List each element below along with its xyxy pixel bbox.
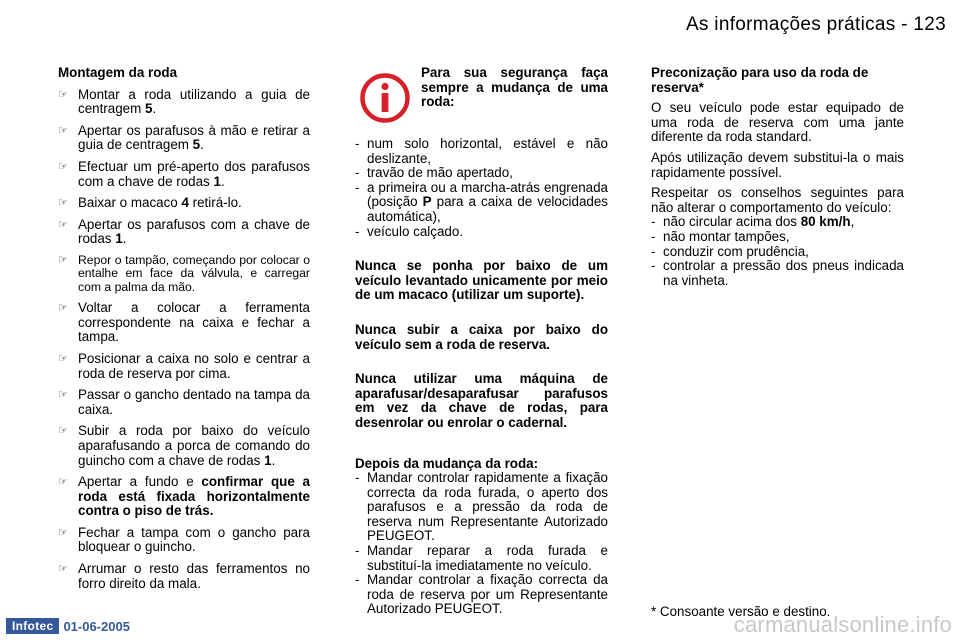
- item-emphasis: 4: [181, 195, 189, 211]
- list-item: [355, 225, 608, 240]
- item-text: conduzir com prudência,: [663, 243, 809, 259]
- item-text: para a caixa de velocidades automática),: [367, 194, 608, 224]
- list-item: [355, 137, 608, 166]
- dash-marker: -: [651, 228, 656, 244]
- dash-marker: -: [355, 223, 360, 239]
- list-item: [58, 160, 310, 189]
- item-text: .: [152, 101, 157, 117]
- after-change-list: [355, 471, 608, 617]
- list-item: [58, 475, 310, 519]
- footer: [6, 618, 130, 634]
- item-text: não montar tampões,: [663, 228, 790, 244]
- list-item: [58, 562, 310, 591]
- dash-marker: -: [355, 165, 360, 181]
- info-warning-icon: [359, 72, 411, 124]
- dash-marker: -: [651, 214, 656, 230]
- item-text: Passar o gancho dentado na tampa da caixa.: [78, 387, 310, 417]
- hand-pointer-icon: ☞: [58, 160, 68, 173]
- warning-jack: Nunca se ponha por baixo de um veículo levantado unicamente por meio de um macaco (utilizar um suporte).: [355, 258, 608, 303]
- hand-pointer-icon: ☞: [58, 563, 68, 576]
- hand-pointer-icon: ☞: [58, 124, 68, 137]
- item-text: Subir a roda por baixo do veículo aparafusando a porca de comando do guincho com a chave de rodas: [78, 423, 310, 468]
- advice-list: [651, 215, 904, 288]
- item-text: Arrumar o resto das ferramentos no forro direito da mala.: [78, 561, 310, 591]
- list-item: [58, 526, 310, 555]
- list-item: [58, 124, 310, 153]
- item-text: travão de mão apertado,: [367, 165, 513, 181]
- footnote: * Consoante versão e destino.: [651, 604, 831, 619]
- list-item: [355, 181, 608, 225]
- item-emphasis: 5: [192, 137, 201, 153]
- list-item: [651, 245, 904, 260]
- dash-marker: -: [355, 543, 360, 559]
- list-item: [651, 230, 904, 245]
- item-text: num solo horizontal, estável e não deslizante,: [367, 136, 608, 166]
- item-text: Baixar o macaco: [78, 195, 182, 211]
- item-emphasis: 1: [213, 173, 221, 189]
- list-item: [355, 573, 608, 617]
- list-item: [58, 352, 310, 381]
- item-text: Montar a roda utilizando a guia de centragem: [78, 86, 310, 117]
- item-text: Posicionar a caixa no solo e centrar a roda de reserva por cima.: [78, 350, 310, 381]
- list-item: [58, 88, 310, 117]
- item-text: retirá-lo.: [188, 195, 242, 211]
- item-text: Voltar a colocar a ferramenta correspondente na caixa e fechar a tampa.: [78, 300, 310, 345]
- list-item: [58, 254, 310, 294]
- column-safety: [355, 66, 608, 617]
- hand-pointer-icon: ☞: [58, 88, 68, 101]
- warning-box: Nunca subir a caixa por baixo do veículo sem a roda de reserva.: [355, 321, 608, 352]
- item-text: Apertar os parafusos com a chave de rodas: [78, 216, 310, 247]
- dash-marker: -: [651, 243, 656, 259]
- item-text: Efectuar um pré-aperto dos parafusos com a chave de rodas: [78, 158, 310, 189]
- hand-pointer-icon: ☞: [58, 218, 68, 231]
- hand-pointer-icon: ☞: [58, 476, 68, 489]
- column-wheel-mounting: [58, 66, 310, 591]
- item-text: .: [122, 231, 127, 247]
- safety-conditions-list: [355, 137, 608, 239]
- after-change-heading: Depois da mudança da roda:: [355, 455, 539, 471]
- item-emphasis: 1: [264, 452, 272, 468]
- dash-marker: -: [355, 470, 360, 486]
- paragraph-rim: O seu veículo pode estar equipado de uma roda de reserva com uma jante diferente da roda standard.: [651, 100, 904, 145]
- item-text: .: [220, 173, 225, 189]
- list-item: [355, 471, 608, 544]
- item-emphasis: P: [422, 194, 432, 210]
- item-text: Apertar os parafusos à mão e retirar a guia de centragem: [78, 122, 310, 153]
- item-emphasis: 80 km/h: [800, 214, 851, 230]
- mounting-steps-list: [58, 88, 310, 592]
- item-emphasis: confirmar que a roda está fixada horizontalmente contra o piso de trás.: [78, 474, 310, 519]
- item-text: .: [200, 137, 204, 153]
- list-item: [58, 196, 310, 211]
- safety-title: Para sua segurança faça sempre a mudança de uma roda:: [421, 65, 608, 110]
- column-spare-wheel: [651, 66, 904, 288]
- dash-marker: -: [651, 258, 656, 274]
- page-header-title: As informações práticas - 123: [685, 14, 946, 35]
- hand-pointer-icon: ☞: [58, 526, 68, 539]
- dash-marker: -: [355, 136, 360, 151]
- item-text: Repor o tampão, começando por colocar o entalhe em face da válvula, e carregar com a palma da mão.: [78, 252, 310, 294]
- item-text: não circular acima dos: [663, 214, 801, 230]
- list-item: [355, 544, 608, 573]
- item-text: controlar a pressão dos pneus indicada na vinheta.: [663, 258, 904, 288]
- hand-pointer-icon: ☞: [58, 425, 68, 438]
- item-emphasis: 5: [145, 101, 153, 117]
- list-item: [58, 218, 310, 247]
- paragraph-advice: Respeitar os conselhos seguintes para não alterar o comportamento do veículo:: [651, 185, 904, 215]
- item-emphasis: 1: [115, 231, 123, 247]
- item-text: .: [271, 452, 276, 468]
- hand-pointer-icon: ☞: [58, 197, 68, 210]
- list-item: [651, 259, 904, 288]
- hand-pointer-icon: ☞: [58, 389, 68, 402]
- warning-screwdriver: Nunca utilizar uma máquina de aparafusar/desaparafusar parafusos em vez da chave de rodas, para desenrolar ou enrolar o cadernal.: [355, 371, 608, 430]
- dash-marker: -: [355, 179, 360, 195]
- paragraph-replace: Após utilização devem substitui-la o mais rapidamente possível.: [651, 149, 904, 180]
- list-item: [651, 215, 904, 230]
- hand-pointer-icon: ☞: [58, 253, 68, 266]
- dash-marker: -: [355, 572, 360, 588]
- infotec-logo: Infotec: [6, 618, 59, 634]
- list-item: [58, 424, 310, 468]
- item-text: Mandar controlar rapidamente a fixação correcta da roda furada, o aperto dos parafusos e a pressão da roda de reserva num Representante Autorizado PEUGEOT.: [367, 470, 608, 544]
- item-text: Apertar a fundo e: [78, 474, 202, 490]
- item-text: ,: [850, 214, 855, 230]
- item-text: Mandar controlar a fixação correcta da roda de reserva por um Representante Autorizado PEUGEOT.: [367, 572, 608, 617]
- list-item: [58, 301, 310, 345]
- item-text: veículo calçado.: [367, 223, 464, 239]
- hand-pointer-icon: ☞: [58, 302, 68, 315]
- safety-box: [355, 66, 608, 124]
- item-text: a primeira ou a marcha-atrás engrenada (posição: [367, 179, 608, 210]
- hand-pointer-icon: ☞: [58, 352, 68, 365]
- list-item: [58, 388, 310, 417]
- spare-wheel-heading: Preconização para uso da roda de reserva*: [651, 65, 869, 95]
- watermark: carmanualsonline.info: [733, 612, 952, 637]
- print-date: 01-06-2005: [63, 618, 130, 634]
- list-item: [355, 166, 608, 181]
- item-text: Fechar a tampa com o gancho para bloquear o guincho.: [78, 524, 310, 555]
- section-heading: Montagem da roda: [58, 65, 178, 80]
- item-text: Mandar reparar a roda furada e substituí-la imediatamente no veículo.: [367, 543, 608, 573]
